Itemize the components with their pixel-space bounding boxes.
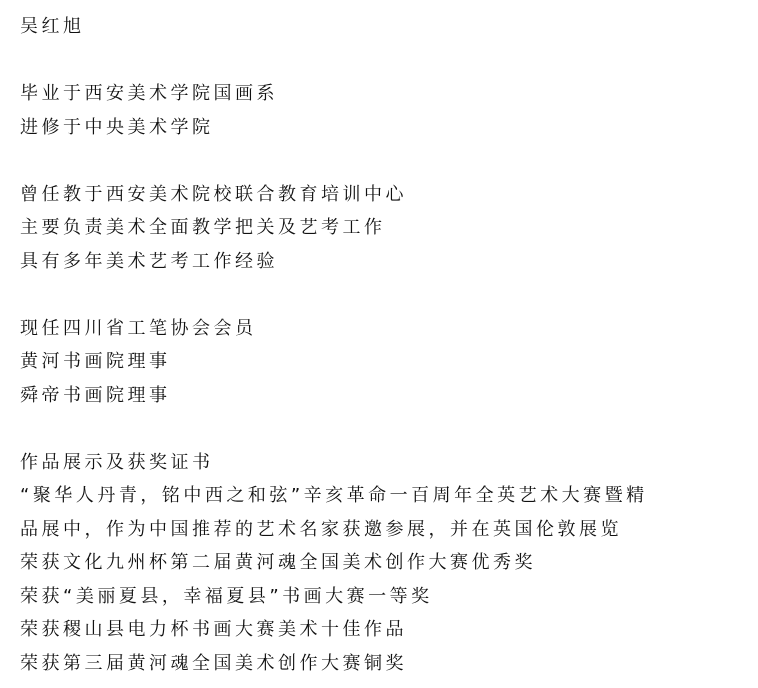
positions-section bbox=[20, 312, 750, 413]
award-line: 荣获文化九州杯第二届黄河魂全国美术创作大赛优秀奖 bbox=[20, 552, 536, 573]
awards-heading: 作品展示及获奖证书 bbox=[20, 451, 214, 473]
career-line: 曾任教于西安美术院校联合教育培训中心 bbox=[20, 183, 407, 205]
position-line: 现任四川省工笔协会会员 bbox=[20, 317, 257, 339]
award-line: 荣获“美丽夏县，幸福夏县”书画大赛一等奖 bbox=[20, 585, 433, 607]
section-spacer bbox=[20, 144, 750, 178]
award-line: 品展中，作为中国推荐的艺术名家获邀参展，并在英国伦敦展览 bbox=[20, 518, 622, 540]
award-line: 荣获稷山县电力杯书画大赛美术十佳作品 bbox=[20, 619, 407, 640]
career-section bbox=[20, 178, 750, 279]
education-line: 毕业于西安美术学院国画系 bbox=[20, 83, 278, 104]
education-line: 进修于中央美术学院 bbox=[20, 116, 214, 138]
section-spacer bbox=[20, 278, 750, 312]
award-line: “聚华人丹青，铭中西之和弦”辛亥革命一百周年全英艺术大赛暨精 bbox=[20, 485, 648, 506]
position-line: 黄河书画院理事 bbox=[20, 351, 171, 372]
biography-document bbox=[20, 10, 750, 680]
career-line: 具有多年美术艺考工作经验 bbox=[20, 250, 278, 272]
section-spacer bbox=[20, 44, 750, 78]
position-line: 舜帝书画院理事 bbox=[20, 384, 171, 406]
artist-name: 吴红旭 bbox=[20, 16, 85, 37]
career-line: 主要负责美术全面教学把关及艺考工作 bbox=[20, 217, 386, 238]
education-section bbox=[20, 77, 750, 144]
section-spacer bbox=[20, 412, 750, 446]
awards-section bbox=[20, 446, 750, 681]
award-line: 荣获第三届黄河魂全国美术创作大赛铜奖 bbox=[20, 652, 407, 674]
